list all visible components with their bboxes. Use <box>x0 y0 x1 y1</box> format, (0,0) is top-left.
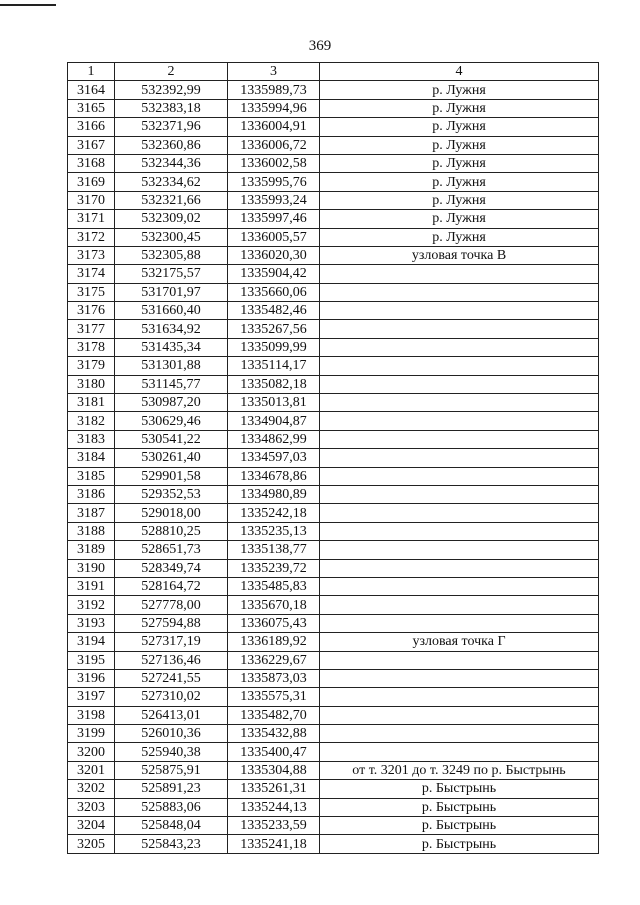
x-coordinate-cell: 531435,34 <box>115 338 228 356</box>
column-header: 4 <box>320 63 599 81</box>
description-cell <box>320 412 599 430</box>
y-coordinate-cell: 1335997,46 <box>228 210 320 228</box>
table-row <box>68 136 599 154</box>
point-number-cell: 3169 <box>68 173 115 191</box>
page-number: 369 <box>308 38 332 54</box>
point-number-cell: 3200 <box>68 743 115 761</box>
x-coordinate-cell: 532175,57 <box>115 265 228 283</box>
y-coordinate-cell: 1335242,18 <box>228 504 320 522</box>
description-cell: р. Лужня <box>320 210 599 228</box>
point-number-cell: 3172 <box>68 228 115 246</box>
description-cell <box>320 743 599 761</box>
x-coordinate-cell: 532392,99 <box>115 81 228 99</box>
description-cell: р. Быстрынь <box>320 835 599 853</box>
table-row <box>68 173 599 191</box>
top-rule <box>0 4 56 6</box>
table-row <box>68 743 599 761</box>
x-coordinate-cell: 525843,23 <box>115 835 228 853</box>
table-row <box>68 449 599 467</box>
y-coordinate-cell: 1334862,99 <box>228 430 320 448</box>
point-number-cell: 3191 <box>68 577 115 595</box>
x-coordinate-cell: 528810,25 <box>115 522 228 540</box>
y-coordinate-cell: 1334904,87 <box>228 412 320 430</box>
y-coordinate-cell: 1335482,46 <box>228 302 320 320</box>
y-coordinate-cell: 1336229,67 <box>228 651 320 669</box>
table-header-row <box>68 63 599 81</box>
description-cell <box>320 504 599 522</box>
x-coordinate-cell: 525875,91 <box>115 761 228 779</box>
y-coordinate-cell: 1335993,24 <box>228 191 320 209</box>
description-cell <box>320 651 599 669</box>
x-coordinate-cell: 532305,88 <box>115 246 228 264</box>
table-row <box>68 283 599 301</box>
x-coordinate-cell: 525891,23 <box>115 780 228 798</box>
description-cell: р. Лужня <box>320 154 599 172</box>
table-row <box>68 577 599 595</box>
y-coordinate-cell: 1336004,91 <box>228 118 320 136</box>
table-row <box>68 798 599 816</box>
column-header: 1 <box>68 63 115 81</box>
table-row <box>68 154 599 172</box>
point-number-cell: 3183 <box>68 430 115 448</box>
y-coordinate-cell: 1335873,03 <box>228 669 320 687</box>
y-coordinate-cell: 1334980,89 <box>228 485 320 503</box>
point-number-cell: 3184 <box>68 449 115 467</box>
description-cell: от т. 3201 до т. 3249 по р. Быстрынь <box>320 761 599 779</box>
description-cell: р. Лужня <box>320 81 599 99</box>
x-coordinate-cell: 527136,46 <box>115 651 228 669</box>
x-coordinate-cell: 525883,06 <box>115 798 228 816</box>
y-coordinate-cell: 1335233,59 <box>228 817 320 835</box>
table-row <box>68 246 599 264</box>
description-cell <box>320 706 599 724</box>
description-cell <box>320 283 599 301</box>
table-row <box>68 780 599 798</box>
table-row <box>68 375 599 393</box>
x-coordinate-cell: 527778,00 <box>115 596 228 614</box>
table-row <box>68 669 599 687</box>
x-coordinate-cell: 532321,66 <box>115 191 228 209</box>
point-number-cell: 3170 <box>68 191 115 209</box>
table-body <box>68 81 599 853</box>
y-coordinate-cell: 1336020,30 <box>228 246 320 264</box>
point-number-cell: 3187 <box>68 504 115 522</box>
point-number-cell: 3195 <box>68 651 115 669</box>
description-cell: р. Лужня <box>320 228 599 246</box>
point-number-cell: 3202 <box>68 780 115 798</box>
table-row <box>68 485 599 503</box>
description-cell: р. Лужня <box>320 191 599 209</box>
table-row <box>68 394 599 412</box>
x-coordinate-cell: 527310,02 <box>115 688 228 706</box>
description-cell <box>320 265 599 283</box>
table-row <box>68 651 599 669</box>
y-coordinate-cell: 1336075,43 <box>228 614 320 632</box>
x-coordinate-cell: 527594,88 <box>115 614 228 632</box>
coordinates-table <box>67 62 599 854</box>
table-row <box>68 835 599 853</box>
description-cell <box>320 614 599 632</box>
description-cell: р. Быстрынь <box>320 798 599 816</box>
point-number-cell: 3177 <box>68 320 115 338</box>
y-coordinate-cell: 1336005,57 <box>228 228 320 246</box>
point-number-cell: 3205 <box>68 835 115 853</box>
table-row <box>68 357 599 375</box>
y-coordinate-cell: 1335304,88 <box>228 761 320 779</box>
y-coordinate-cell: 1335904,42 <box>228 265 320 283</box>
y-coordinate-cell: 1335267,56 <box>228 320 320 338</box>
point-number-cell: 3198 <box>68 706 115 724</box>
point-number-cell: 3204 <box>68 817 115 835</box>
point-number-cell: 3182 <box>68 412 115 430</box>
table-row <box>68 320 599 338</box>
description-cell <box>320 320 599 338</box>
description-cell: узловая точка В <box>320 246 599 264</box>
x-coordinate-cell: 526010,36 <box>115 725 228 743</box>
point-number-cell: 3189 <box>68 541 115 559</box>
x-coordinate-cell: 528651,73 <box>115 541 228 559</box>
description-cell: узловая точка Г <box>320 633 599 651</box>
table-row <box>68 302 599 320</box>
point-number-cell: 3165 <box>68 99 115 117</box>
table-row <box>68 541 599 559</box>
y-coordinate-cell: 1335244,13 <box>228 798 320 816</box>
x-coordinate-cell: 525940,38 <box>115 743 228 761</box>
y-coordinate-cell: 1336002,58 <box>228 154 320 172</box>
x-coordinate-cell: 532334,62 <box>115 173 228 191</box>
point-number-cell: 3196 <box>68 669 115 687</box>
y-coordinate-cell: 1336006,72 <box>228 136 320 154</box>
x-coordinate-cell: 529352,53 <box>115 485 228 503</box>
x-coordinate-cell: 531634,92 <box>115 320 228 338</box>
description-cell <box>320 522 599 540</box>
y-coordinate-cell: 1335099,99 <box>228 338 320 356</box>
table-row <box>68 522 599 540</box>
x-coordinate-cell: 531301,88 <box>115 357 228 375</box>
description-cell <box>320 688 599 706</box>
y-coordinate-cell: 1335082,18 <box>228 375 320 393</box>
y-coordinate-cell: 1335138,77 <box>228 541 320 559</box>
point-number-cell: 3175 <box>68 283 115 301</box>
point-number-cell: 3168 <box>68 154 115 172</box>
y-coordinate-cell: 1335241,18 <box>228 835 320 853</box>
table-row <box>68 191 599 209</box>
x-coordinate-cell: 530987,20 <box>115 394 228 412</box>
description-cell: р. Лужня <box>320 136 599 154</box>
point-number-cell: 3171 <box>68 210 115 228</box>
point-number-cell: 3192 <box>68 596 115 614</box>
table-row <box>68 817 599 835</box>
table-row <box>68 725 599 743</box>
x-coordinate-cell: 528349,74 <box>115 559 228 577</box>
table-row <box>68 761 599 779</box>
x-coordinate-cell: 529018,00 <box>115 504 228 522</box>
table-row <box>68 210 599 228</box>
point-number-cell: 3164 <box>68 81 115 99</box>
point-number-cell: 3180 <box>68 375 115 393</box>
table-row <box>68 228 599 246</box>
y-coordinate-cell: 1335239,72 <box>228 559 320 577</box>
x-coordinate-cell: 530629,46 <box>115 412 228 430</box>
column-header: 3 <box>228 63 320 81</box>
x-coordinate-cell: 527241,55 <box>115 669 228 687</box>
y-coordinate-cell: 1335114,17 <box>228 357 320 375</box>
description-cell <box>320 669 599 687</box>
point-number-cell: 3167 <box>68 136 115 154</box>
description-cell: р. Лужня <box>320 118 599 136</box>
point-number-cell: 3197 <box>68 688 115 706</box>
description-cell <box>320 725 599 743</box>
x-coordinate-cell: 532344,36 <box>115 154 228 172</box>
x-coordinate-cell: 531660,40 <box>115 302 228 320</box>
description-cell <box>320 302 599 320</box>
table-row <box>68 265 599 283</box>
x-coordinate-cell: 527317,19 <box>115 633 228 651</box>
point-number-cell: 3185 <box>68 467 115 485</box>
description-cell <box>320 375 599 393</box>
x-coordinate-cell: 526413,01 <box>115 706 228 724</box>
description-cell: р. Лужня <box>320 99 599 117</box>
y-coordinate-cell: 1335235,13 <box>228 522 320 540</box>
point-number-cell: 3190 <box>68 559 115 577</box>
point-number-cell: 3201 <box>68 761 115 779</box>
description-cell: р. Быстрынь <box>320 780 599 798</box>
table-row <box>68 412 599 430</box>
x-coordinate-cell: 528164,72 <box>115 577 228 595</box>
description-cell <box>320 577 599 595</box>
y-coordinate-cell: 1335575,31 <box>228 688 320 706</box>
description-cell <box>320 541 599 559</box>
x-coordinate-cell: 532383,18 <box>115 99 228 117</box>
point-number-cell: 3173 <box>68 246 115 264</box>
description-cell <box>320 467 599 485</box>
table-row <box>68 81 599 99</box>
point-number-cell: 3176 <box>68 302 115 320</box>
table-row <box>68 467 599 485</box>
y-coordinate-cell: 1335994,96 <box>228 99 320 117</box>
point-number-cell: 3203 <box>68 798 115 816</box>
description-cell <box>320 338 599 356</box>
point-number-cell: 3188 <box>68 522 115 540</box>
y-coordinate-cell: 1335485,83 <box>228 577 320 595</box>
description-cell <box>320 485 599 503</box>
table-row <box>68 614 599 632</box>
point-number-cell: 3179 <box>68 357 115 375</box>
point-number-cell: 3199 <box>68 725 115 743</box>
point-number-cell: 3166 <box>68 118 115 136</box>
point-number-cell: 3186 <box>68 485 115 503</box>
description-cell <box>320 449 599 467</box>
table-row <box>68 338 599 356</box>
x-coordinate-cell: 529901,58 <box>115 467 228 485</box>
x-coordinate-cell: 532371,96 <box>115 118 228 136</box>
table-row <box>68 688 599 706</box>
x-coordinate-cell: 531701,97 <box>115 283 228 301</box>
y-coordinate-cell: 1335989,73 <box>228 81 320 99</box>
table-row <box>68 504 599 522</box>
description-cell <box>320 596 599 614</box>
table-row <box>68 706 599 724</box>
point-number-cell: 3194 <box>68 633 115 651</box>
x-coordinate-cell: 532300,45 <box>115 228 228 246</box>
x-coordinate-cell: 525848,04 <box>115 817 228 835</box>
y-coordinate-cell: 1335400,47 <box>228 743 320 761</box>
y-coordinate-cell: 1335995,76 <box>228 173 320 191</box>
x-coordinate-cell: 531145,77 <box>115 375 228 393</box>
y-coordinate-cell: 1335261,31 <box>228 780 320 798</box>
column-header: 2 <box>115 63 228 81</box>
y-coordinate-cell: 1335013,81 <box>228 394 320 412</box>
y-coordinate-cell: 1334678,86 <box>228 467 320 485</box>
table-row <box>68 633 599 651</box>
y-coordinate-cell: 1335660,06 <box>228 283 320 301</box>
point-number-cell: 3181 <box>68 394 115 412</box>
description-cell <box>320 394 599 412</box>
table-row <box>68 430 599 448</box>
y-coordinate-cell: 1336189,92 <box>228 633 320 651</box>
table-row <box>68 559 599 577</box>
table-row <box>68 118 599 136</box>
point-number-cell: 3174 <box>68 265 115 283</box>
x-coordinate-cell: 530541,22 <box>115 430 228 448</box>
point-number-cell: 3193 <box>68 614 115 632</box>
x-coordinate-cell: 530261,40 <box>115 449 228 467</box>
y-coordinate-cell: 1335432,88 <box>228 725 320 743</box>
x-coordinate-cell: 532360,86 <box>115 136 228 154</box>
y-coordinate-cell: 1334597,03 <box>228 449 320 467</box>
description-cell <box>320 430 599 448</box>
table-row <box>68 99 599 117</box>
description-cell <box>320 357 599 375</box>
description-cell: р. Быстрынь <box>320 817 599 835</box>
point-number-cell: 3178 <box>68 338 115 356</box>
y-coordinate-cell: 1335482,70 <box>228 706 320 724</box>
description-cell: р. Лужня <box>320 173 599 191</box>
y-coordinate-cell: 1335670,18 <box>228 596 320 614</box>
table-row <box>68 596 599 614</box>
x-coordinate-cell: 532309,02 <box>115 210 228 228</box>
description-cell <box>320 559 599 577</box>
